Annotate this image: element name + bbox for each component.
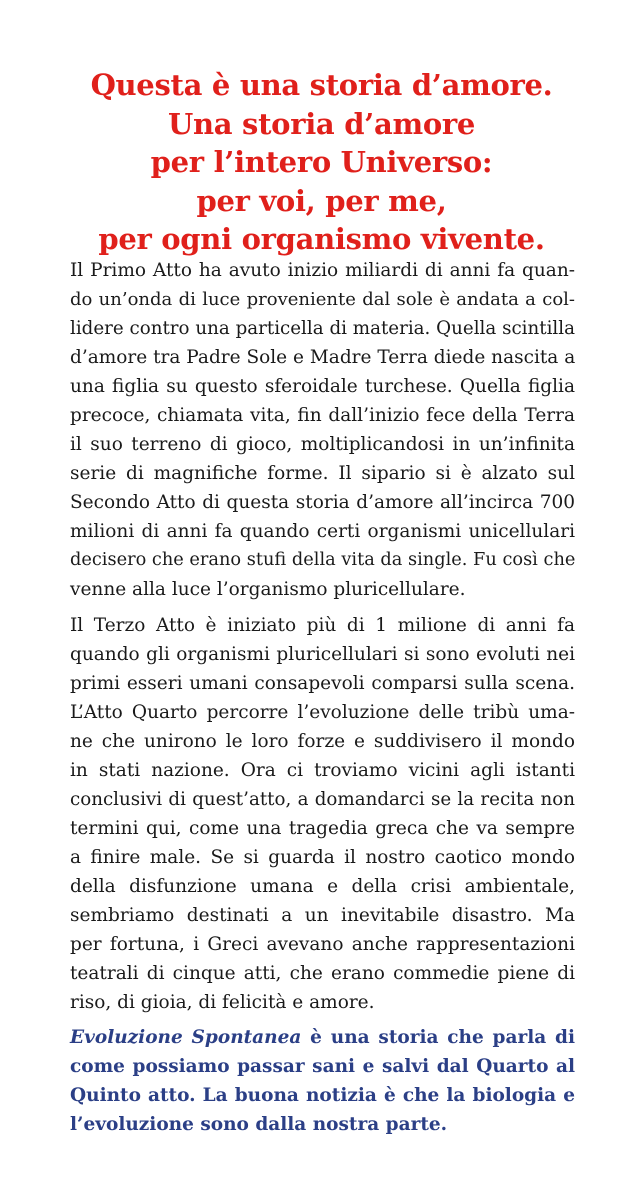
text-line: Secondo Atto di questa storia d’amore all’incirca 700 — [70, 492, 575, 513]
text-line: precoce, chiamata vita, fin dall’inizio fece della Terra — [70, 405, 575, 426]
text-line: sembriamo destinati a un inevitabile disastro. Ma — [70, 905, 575, 926]
headline-line: per voi, per me, — [196, 183, 447, 218]
text-line: primi esseri umani consapevoli comparsi sulla scena. — [70, 673, 575, 694]
headline-line: per l’intero Universo: — [150, 145, 493, 179]
paragraph-book-pitch — [70, 1023, 575, 1139]
paragraph-later-acts — [70, 611, 575, 1017]
text-line: Quinto atto. La buona notizia è che la biologia e — [70, 1085, 575, 1106]
text-line: L’Atto Quarto percorre l’evoluzione delle tribù uma- — [70, 702, 575, 723]
text-line: Il Terzo Atto è iniziato più di 1 milione di anni fa — [70, 615, 575, 636]
headline-line: per ogni organismo vivente. — [98, 222, 545, 256]
text-line: d’amore tra Padre Sole e Madre Terra diede nascita a — [70, 347, 576, 368]
text-line: della disfunzione umana e della crisi ambientale, — [70, 876, 575, 897]
text-line: l’evoluzione sono dalla nostra parte. — [70, 1114, 448, 1135]
text-line: in stati nazione. Ora ci troviamo vicini agli istanti — [70, 760, 575, 781]
text-line: serie di magnifiche forme. Il sipario si è alzato sul — [70, 463, 575, 484]
text-line: per fortuna, i Greci avevano anche rappresentazioni — [70, 934, 575, 955]
text-line: Il Primo Atto ha avuto inizio miliardi di anni fa quan- — [70, 260, 575, 281]
text-line: quando gli organismi pluricellulari si sono evoluti nei — [70, 644, 575, 665]
text-line: venne alla luce l’organismo pluricellulare. — [70, 579, 466, 600]
text-line: teatrali di cinque atti, che erano commedie piene di — [70, 963, 575, 984]
headline-line: Una storia d’amore — [167, 106, 476, 141]
text-line: lidere contro una particella di materia. Quella scintilla — [70, 318, 575, 339]
text-line: ne che unirono le loro forze e suddivisero il mondo — [70, 731, 575, 752]
text-line: il suo terreno di gioco, moltiplicandosi in un’infinita — [70, 434, 575, 455]
text-line: termini qui, come una tragedia greca che va sempre — [70, 818, 575, 839]
text-line: milioni di anni fa quando certi organismi unicellulari — [70, 521, 575, 542]
text-line — [70, 1023, 575, 1052]
text-line: conclusivi di quest’atto, a domandarci se la recita non — [70, 789, 575, 810]
text-line: riso, di gioia, di felicità e amore. — [70, 992, 375, 1013]
headline — [0, 66, 643, 259]
text-fragment: è una storia che parla di — [301, 1027, 576, 1048]
text-line: a finire male. Se si guarda il nostro caotico mondo — [70, 847, 575, 868]
book-title: Evoluzione Spontanea — [70, 1027, 302, 1048]
text-line: una figlia su questo sferoidale turchese. Quella figlia — [70, 376, 575, 397]
text-line: come possiamo passar sani e salvi dal Quarto al — [70, 1056, 575, 1077]
paragraph-first-acts — [70, 256, 575, 604]
text-line: do un’onda di luce proveniente dal sole è andata a col- — [70, 289, 575, 310]
headline-line: Questa è una storia d’amore. — [90, 68, 553, 102]
text-line: decisero che erano stufi della vita da single. Fu così che — [70, 550, 576, 570]
